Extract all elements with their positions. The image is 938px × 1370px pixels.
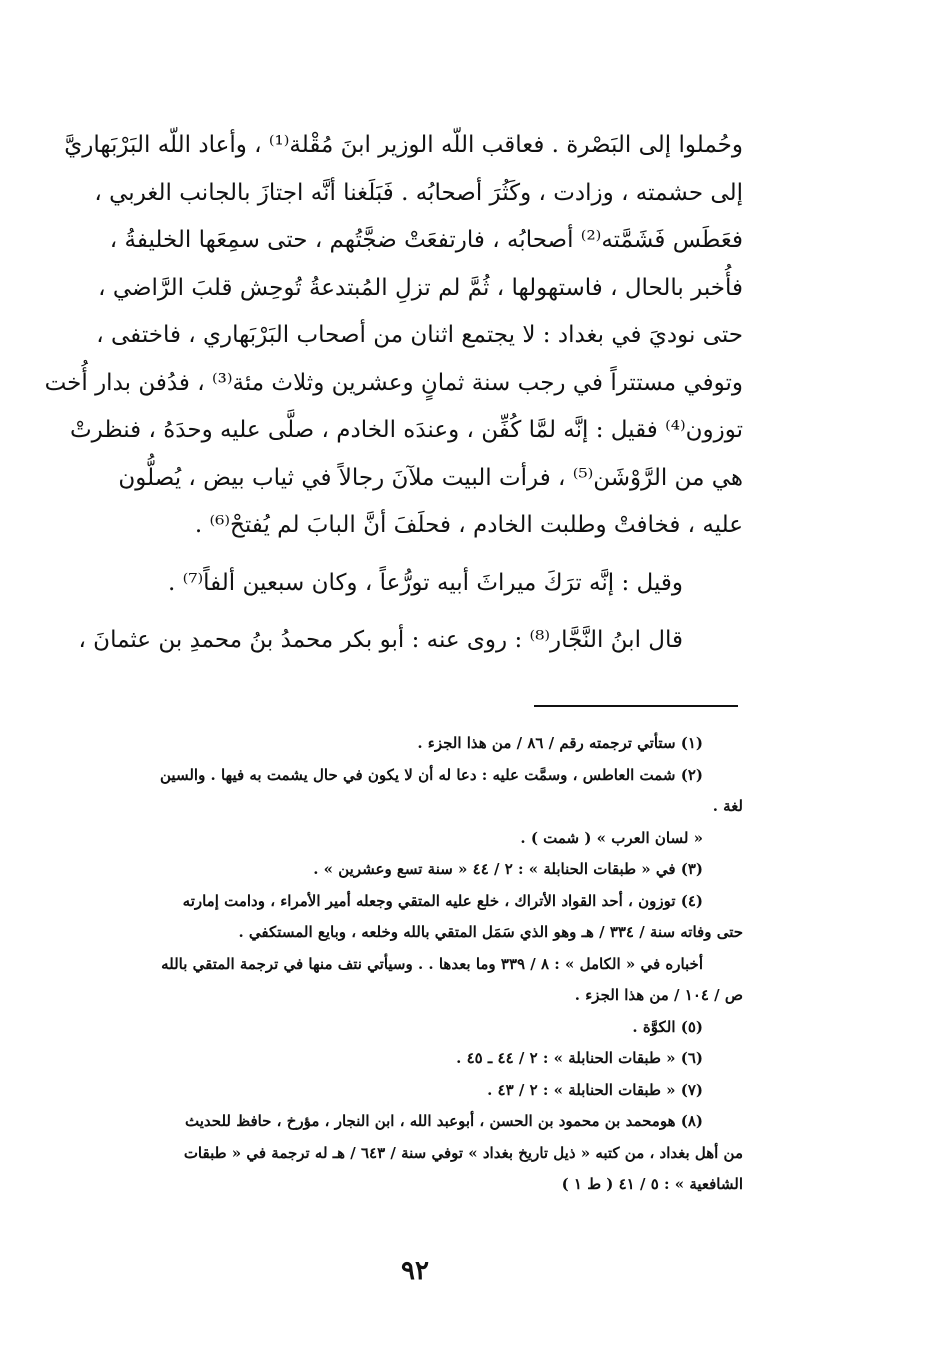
text-line: إلى حشمته ، وزادت ، وكَثُرَ أصحابُه . فَبَلَغنا أنَّه اجتازَ بالجانب الغربي ، xyxy=(94,179,743,206)
page-number: ٩٢ xyxy=(401,1256,429,1286)
footnote-line: « لسان العرب » ( شمت ) . xyxy=(520,828,703,847)
footnote-line: حتى وفاته سنة / ٣٣٤ / هـ وهو الذي سَمَل المتقي بالله وخلعه ، وبايع المستكفي . xyxy=(238,923,743,941)
footnote-line: (٨) هومحمد بن محمود بن الحسن ، أبوعبد الله ، ابن النجار ، مؤرخ ، حافظ للحديث xyxy=(184,1112,703,1130)
footnote-separator xyxy=(534,705,738,707)
footnote-line: لغة . xyxy=(712,797,743,815)
text-line: وحُملوا إلى البَصْرة . فعاقب اللّه الوزير ابنَ مُقْلة⁽¹⁾ ، وأعاد اللّه البَرْبَهاريَّ xyxy=(64,132,743,158)
text-line: فعَطَس فَشَمَّته⁽²⁾ أصحابُه ، فارتفعَتْ ضجَّتُهم ، حتى سمِعَها الخليفةُ ، xyxy=(109,227,743,253)
footnote-line: (٦) « طبقات الحنابلة » : ٢ / ٤٤ ـ ٤٥ . xyxy=(456,1049,703,1067)
footnote-line: (٢) شمت العاطس ، وسمَّت عليه : دعا له أن لا يكون في حال يشمت به فيها . والسين xyxy=(160,765,703,784)
main-text xyxy=(44,122,743,665)
text-line: توزون⁽⁴⁾ فقيل : إنَّه لمَّا كُفِّن ، وعندَه الخادم ، صلَّى عليه وحدَهُ ، فنظرتْ xyxy=(70,417,743,443)
footnote-line: (٤) توزون ، أحد القواد الأتراك ، خلع عليه المتقي وجعله أمير الأمراء ، ودامت إمارته xyxy=(182,891,703,910)
text-line: حتى نوديَ في بغداد : لا يجتمع اثنان من أصحاب البَرْبَهاري ، فاختفى ، xyxy=(96,322,743,348)
text-line: قال ابنُ النَّجَّار⁽⁸⁾ : روى عنه : أبو بكر محمدُ بنُ محمدِ بن عثمانَ ، xyxy=(78,627,683,653)
text-line: وقيل : إنَّه ترَكَ ميراثَ أبيه تورُّعاً ، وكان سبعين ألفاً⁽⁷⁾ . xyxy=(167,569,683,596)
footnote-line: من أهل بغداد ، من كتبه « ذيل تاريخ بغداد » توفي سنة / ٦٤٣ / هـ له ترجمة في « طبقات xyxy=(183,1143,743,1162)
footnote-line: (٥) الكوَّة . xyxy=(632,1017,703,1036)
footnote-line: (٧) « طبقات الحنابلة » : ٢ / ٤٣ . xyxy=(487,1080,703,1099)
footnote-line: (٣) في « طبقات الحنابلة » : ٢ / ٤٤ « سنة تسع وعشرين » . xyxy=(313,860,703,878)
text-line: عليه ، فخافتْ وطلبت الخادم ، فحلَفَ أنَّ البابَ لم يُفتحْ⁽⁶⁾ . xyxy=(194,512,743,538)
footnote-line: ص / ١٠٤ / من هذا الجزء . xyxy=(574,986,743,1004)
footnotes xyxy=(75,728,743,1201)
text-line: وتوفي مستتراً في رجب سنة ثمانٍ وعشرين وثلاث مئة⁽³⁾ ، فدُفن بدار أُخت xyxy=(44,369,743,396)
text-line: فأُخبر بالحال ، فاستهولها ، ثُمَّ لم تزلِ المُبتدعةُ تُوحِش قلبَ الرَّاضي ، xyxy=(98,274,743,301)
text-line: هي من الرَّوْشَن⁽⁵⁾ ، فرأت البيت ملآنَ رجالاً في ثياب بيض ، يُصلُّون xyxy=(118,464,743,491)
footnote-line: أخباره في « الكامل » : ٨ / ٣٣٩ وما بعدها . . وسيأتي نتف منها في ترجمة المتقي بالله xyxy=(161,954,703,973)
footnote-line: (١) ستأتي ترجمته رقم / ٨٦ / من هذا الجزء . xyxy=(417,734,703,752)
footnote-line: الشافعية » : ٥ / ٤١ ( ط ١ ) xyxy=(561,1175,743,1193)
